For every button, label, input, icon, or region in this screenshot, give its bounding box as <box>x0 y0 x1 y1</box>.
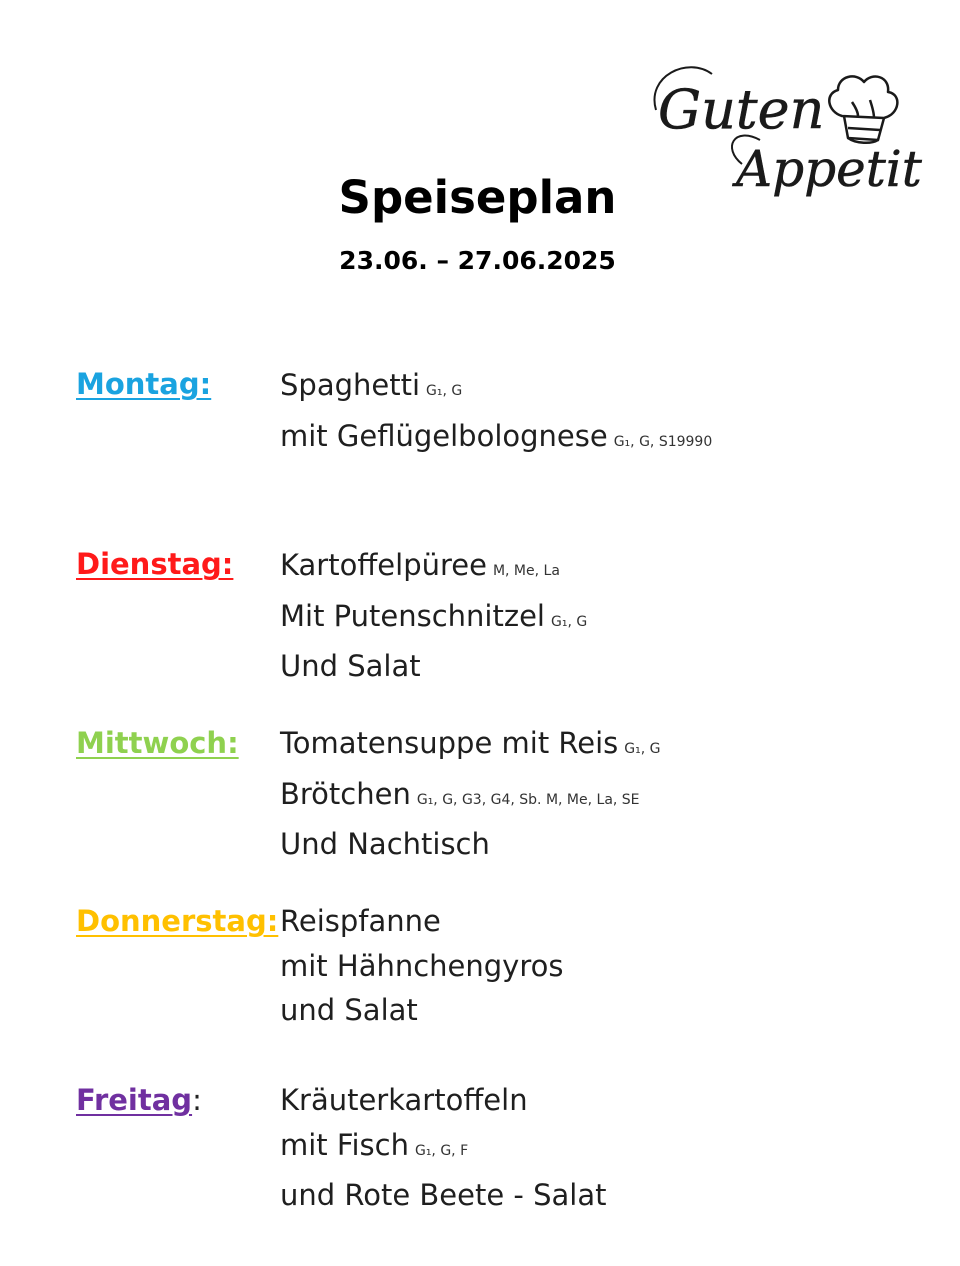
allergen-codes: G₁, G, G3, G4, Sb. M, Me, La, SE <box>416 791 640 808</box>
dish: Kartoffelpüree M, Me, La <box>280 548 560 582</box>
dish: Und Salat <box>280 649 421 683</box>
dish: Spaghetti G₁, G <box>280 368 463 402</box>
chef-hat-icon <box>829 76 897 142</box>
page-title: Speiseplan <box>338 171 617 224</box>
allergen-codes: M, Me, La <box>492 563 560 579</box>
dish: mit Hähnchengyros <box>280 948 564 983</box>
dish: mit Fisch G₁, G, F <box>280 1127 469 1162</box>
dish: Mit Putenschnitzel G₁, G <box>280 598 588 633</box>
day-label-montag: Montag: <box>76 367 212 401</box>
day-label-donnerstag: Donnerstag: <box>76 904 279 938</box>
dish: Brötchen G₁, G, G3, G4, Sb. M, Me, La, SE <box>280 776 640 811</box>
dish: und Salat <box>280 993 418 1027</box>
dish: Und Nachtisch <box>280 827 490 861</box>
dish: Reispfanne <box>280 904 441 938</box>
dish-list-donnerstag <box>280 899 564 1033</box>
dish: Tomatensuppe mit Reis G₁, G <box>280 726 661 760</box>
dish-list-dienstag <box>280 543 587 689</box>
dish: Kräuterkartoffeln <box>280 1083 528 1117</box>
dish: und Rote Beete - Salat <box>280 1178 607 1212</box>
dish: mit Geflügelbolognese G₁, G, S19990 <box>280 418 713 453</box>
label-colon: : <box>192 1083 202 1117</box>
allergen-codes: G₁, G <box>550 613 588 630</box>
allergen-codes: G₁, G, S19990 <box>613 433 713 450</box>
allergen-codes: G₁, G <box>426 383 463 399</box>
day-label-mittwoch: Mittwoch: <box>76 726 239 760</box>
logo-text-appetit: Appetit <box>736 140 922 198</box>
day-label-dienstag: Dienstag: <box>76 547 234 581</box>
allergen-codes: G₁, G <box>624 741 661 757</box>
dish-list-montag <box>280 363 712 464</box>
allergen-codes: G₁, G, F <box>414 1142 469 1159</box>
day-label-freitag: Freitag: <box>76 1078 202 1122</box>
dish-list-freitag <box>280 1078 606 1218</box>
dish-list-mittwoch <box>280 721 660 867</box>
logo-text-guten: Guten <box>658 78 825 141</box>
date-range: 23.06. – 27.06.2025 <box>339 246 616 275</box>
